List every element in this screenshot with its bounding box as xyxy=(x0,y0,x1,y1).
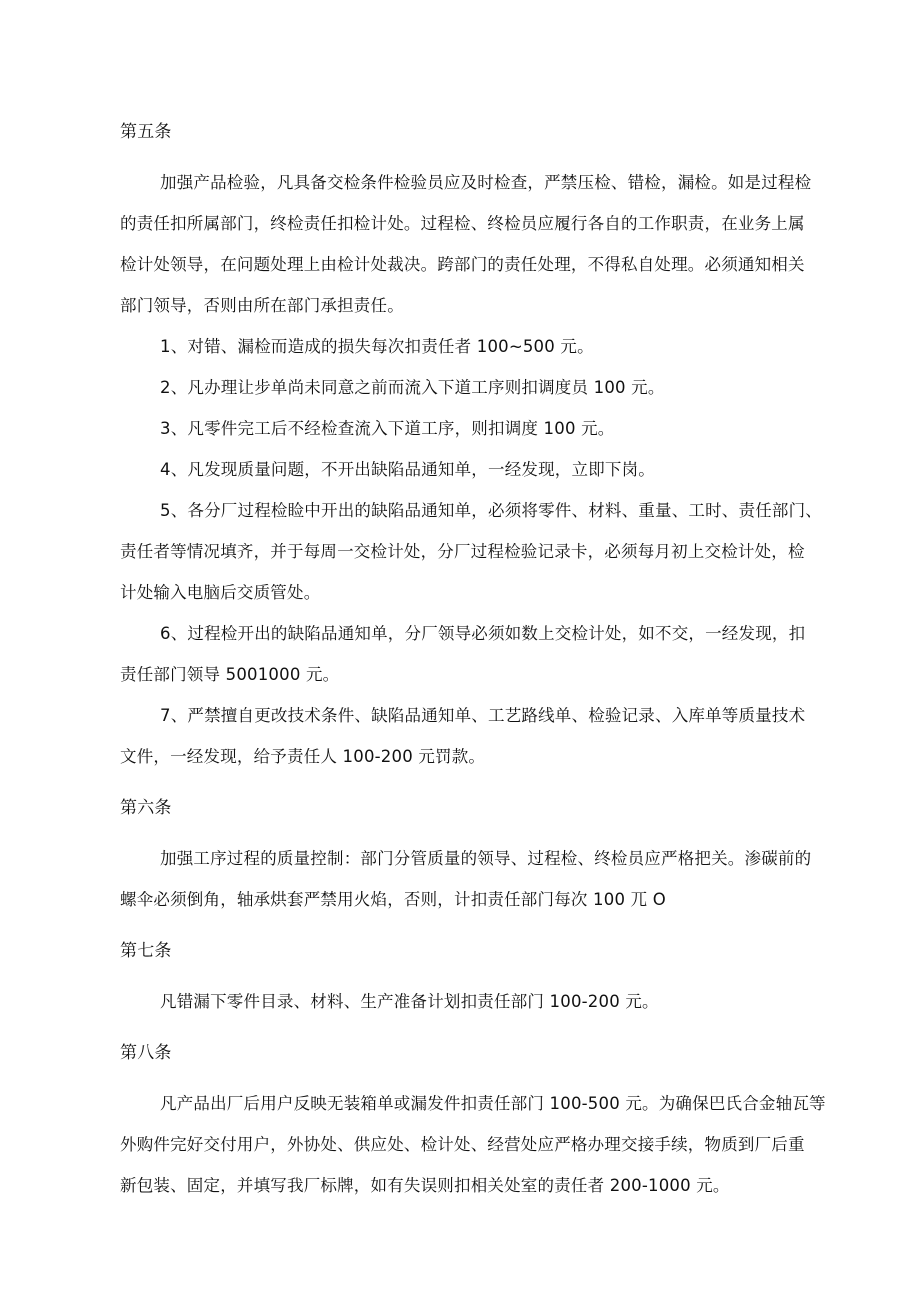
paragraph-line: 部门领导，否则由所在部门承担责任。 xyxy=(120,296,404,315)
list-item: 3、凡零件完工后不经检查流入下道工序，则扣调度 100 元。 xyxy=(160,419,615,438)
list-item: 6、过程检开出的缺陷品通知单，分厂领导必须如数上交检计处，如不交，一经发现，扣 xyxy=(160,624,806,643)
paragraph-line: 计处输入电脑后交质管处。 xyxy=(120,583,321,602)
paragraph-line: 的责任扣所属部门，终检责任扣检计处。过程检、终检员应履行各自的工作职责，在业务上属 xyxy=(120,214,805,233)
paragraph-line: 新包装、固定，并填写我厂标牌，如有失误则扣相关处室的责任者 200-1000 元。 xyxy=(120,1176,730,1195)
list-item: 2、凡办理让步单尚未同意之前而流入下道工序则扣调度员 100 元。 xyxy=(160,378,665,397)
paragraph-line: 责任部门领导 5001000 元。 xyxy=(120,665,340,684)
paragraph-line: 凡错漏下零件目录、材料、生产准备计划扣责任部门 100-200 元。 xyxy=(160,992,659,1011)
paragraph-line: 加强工序过程的质量控制：部门分管质量的领导、过程检、终检员应严格把关。渗碳前的 xyxy=(160,849,812,868)
section-heading: 第五条 xyxy=(120,122,172,142)
paragraph-line: 外购件完好交付用户，外协处、供应处、检计处、经营处应严格办理交接手续，物质到厂后重 xyxy=(120,1135,805,1154)
list-item: 5、各分厂过程检睑中开出的缺陷品通知单，必须将零件、材料、重量、工时、责任部门、 xyxy=(160,501,822,520)
section-heading: 第六条 xyxy=(120,798,172,818)
paragraph-line: 责任者等情况填齐，并于每周一交检计处，分厂过程检验记录卡，必须每月初上交检计处，检 xyxy=(120,542,805,561)
paragraph-line: 凡产品出厂后用户反映无装箱单或漏发件扣责任部门 100-500 元。为确保巴氏合金轴瓦等 xyxy=(160,1094,826,1113)
paragraph-line: 螺伞必须倒角，轴承烘套严禁用火焰，否则，计扣责任部门每次 100 兀 O xyxy=(120,890,666,909)
list-item: 4、凡发现质量问题，不开出缺陷品通知单，一经发现，立即下岗。 xyxy=(160,460,655,479)
list-item: 1、对错、漏检而造成的损失每次扣责任者 100~500 元。 xyxy=(160,337,594,356)
list-item: 7、严禁擅自更改技术条件、缺陷品通知单、工艺路线单、检验记录、入库单等质量技术 xyxy=(160,706,806,725)
section-heading: 第八条 xyxy=(120,1043,172,1063)
section-heading: 第七条 xyxy=(120,941,172,961)
paragraph-line: 文件，一经发现，给予责任人 100-200 元罚款。 xyxy=(120,747,486,766)
paragraph-line: 加强产品检验，凡具备交检条件检验员应及时检查，严禁压检、错检，漏检。如是过程检 xyxy=(160,173,812,192)
paragraph-line: 检计处领导，在问题处理上由检计处裁决。跨部门的责任处理，不得私自处理。必须通知相关 xyxy=(120,255,805,274)
